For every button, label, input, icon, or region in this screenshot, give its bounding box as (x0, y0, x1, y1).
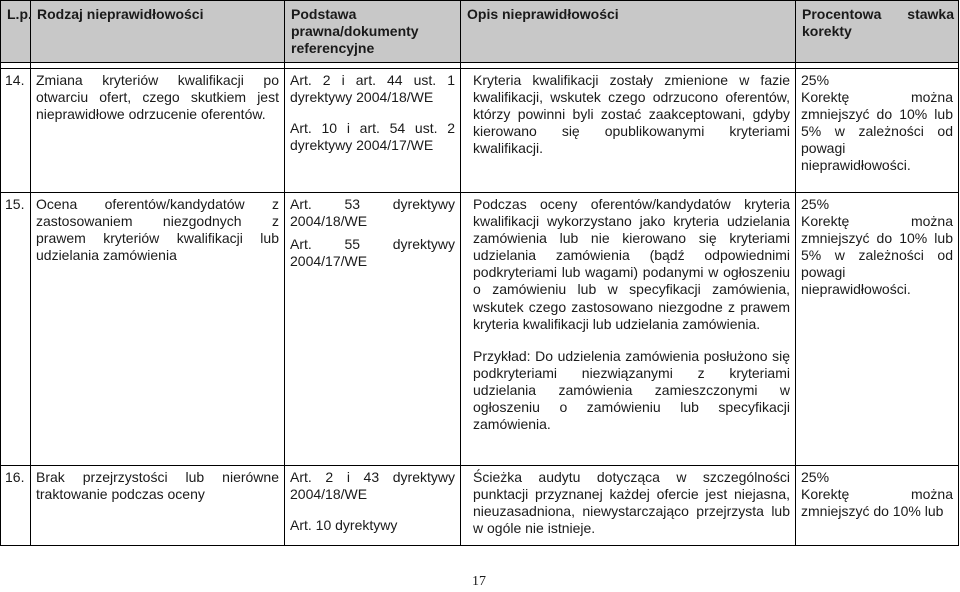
row-rodzaj: Ocena oferentów/kandydatów z zastosowaniem niezgodnych z prawem kryteriów kwalifikacji lub udzielania zamówienia (31, 193, 285, 466)
stawka-percent: 25% (801, 72, 830, 88)
row-rodzaj: Zmiana kryteriów kwalifikacji po otwarciu ofert, czego skutkiem jest nieprawidłowe odrzucenie oferentów. (31, 69, 285, 193)
row-podstawa (285, 193, 461, 466)
stawka-note: zmniejszyć do 10% lub (801, 503, 944, 520)
stawka-korekte: Korektę (801, 213, 850, 230)
header-stawka (796, 1, 959, 63)
podstawa-ref-1: Art. 2 i 43 dyrektywy 2004/18/WE (290, 469, 455, 503)
header-podstawa: Podstawa prawna/dokumenty referencyjne (285, 1, 461, 63)
header-rodzaj: Rodzaj nieprawidłowości (31, 1, 285, 63)
podstawa-ref-2: Art. 10 dyrektywy (290, 517, 398, 534)
page-number: 17 (472, 574, 486, 589)
header-procentowa: Procentowa (802, 6, 882, 22)
row-opis (461, 193, 796, 466)
row-stawka (796, 193, 959, 466)
row-stawka (796, 69, 959, 193)
stawka-korekte: Korektę (801, 486, 850, 503)
table-row (1, 193, 959, 466)
header-stawka-word: stawka (907, 6, 954, 22)
opis-paragraph-1: Podczas oceny oferentów/kandydatów kryteria kwalifikacji wykorzystano jako kryteria udzielania zamówienia lub nie kierowano się kryteriami udzielania zamówienia (bądź odpowiednimi podkryteriami lub wagami) podanymi w ogłoszeniu o zamówieniu lub w specyfikacji zamówienia, wskutek czego zastosowano niezgodne z prawem kryteria kwalifikacji lub udzielania zamówienia. (473, 196, 790, 332)
row-lp: 14. (1, 69, 31, 193)
stawka-note: zmniejszyć do 10% lub 5% w zależności od powagi nieprawidłowości. (801, 106, 953, 174)
row-podstawa (285, 466, 461, 546)
row-rodzaj: Brak przejrzystości lub nierówne traktowanie podczas oceny (31, 466, 285, 546)
header-lp: L.p. (1, 1, 31, 63)
header-opis: Opis nieprawidłowości (461, 1, 796, 63)
stawka-percent: 25% (801, 469, 830, 485)
row-lp: 16. (1, 466, 31, 546)
stawka-mozna: można (910, 89, 953, 106)
podstawa-ref-1: Art. 2 i art. 44 ust. 1 dyrektywy 2004/18/WE (290, 72, 455, 106)
podstawa-ref-2: Art. 55 dyrektywy 2004/17/WE (290, 236, 455, 270)
stawka-note: zmniejszyć do 10% lub 5% w zależności od powagi nieprawidłowości. (801, 230, 953, 298)
table-row (1, 466, 959, 546)
stawka-mozna: można (910, 486, 953, 503)
podstawa-ref-1: Art. 53 dyrektywy 2004/18/WE (290, 196, 455, 230)
header-korekty: korekty (802, 23, 852, 39)
table-header-row (1, 1, 959, 63)
table-row (1, 69, 959, 193)
row-opis: Ścieżka audytu dotycząca w szczególności punktacji przyznanej każdej ofercie jest niejasna, nieuzasadniona, niewystarczająco przejrzysta lub w ogóle nie istnieje. (461, 466, 796, 546)
stawka-korekte: Korektę (801, 89, 850, 106)
row-podstawa (285, 69, 461, 193)
row-stawka (796, 466, 959, 546)
row-opis: Kryteria kwalifikacji zostały zmienione w fazie kwalifikacji, wskutek czego odrzucono oferentów, którzy powinni byli zostać zaakceptowani, gdyby kierowano się opublikowanymi kryteriami kwalifikacji. (461, 69, 796, 193)
opis-example: Przykład: Do udzielenia zamówienia posłużono się podkryteriami niezwiązanymi z kryteriami udzielania zamówienia zamieszczonymi w ogłoszeniu o zamówieniu lub specyfikacji zamówienia. (473, 347, 790, 433)
podstawa-ref-2: Art. 10 i art. 54 ust. 2 dyrektywy 2004/17/WE (290, 120, 455, 154)
stawka-mozna: można (910, 213, 953, 230)
stawka-percent: 25% (801, 196, 830, 212)
row-lp: 15. (1, 193, 31, 466)
